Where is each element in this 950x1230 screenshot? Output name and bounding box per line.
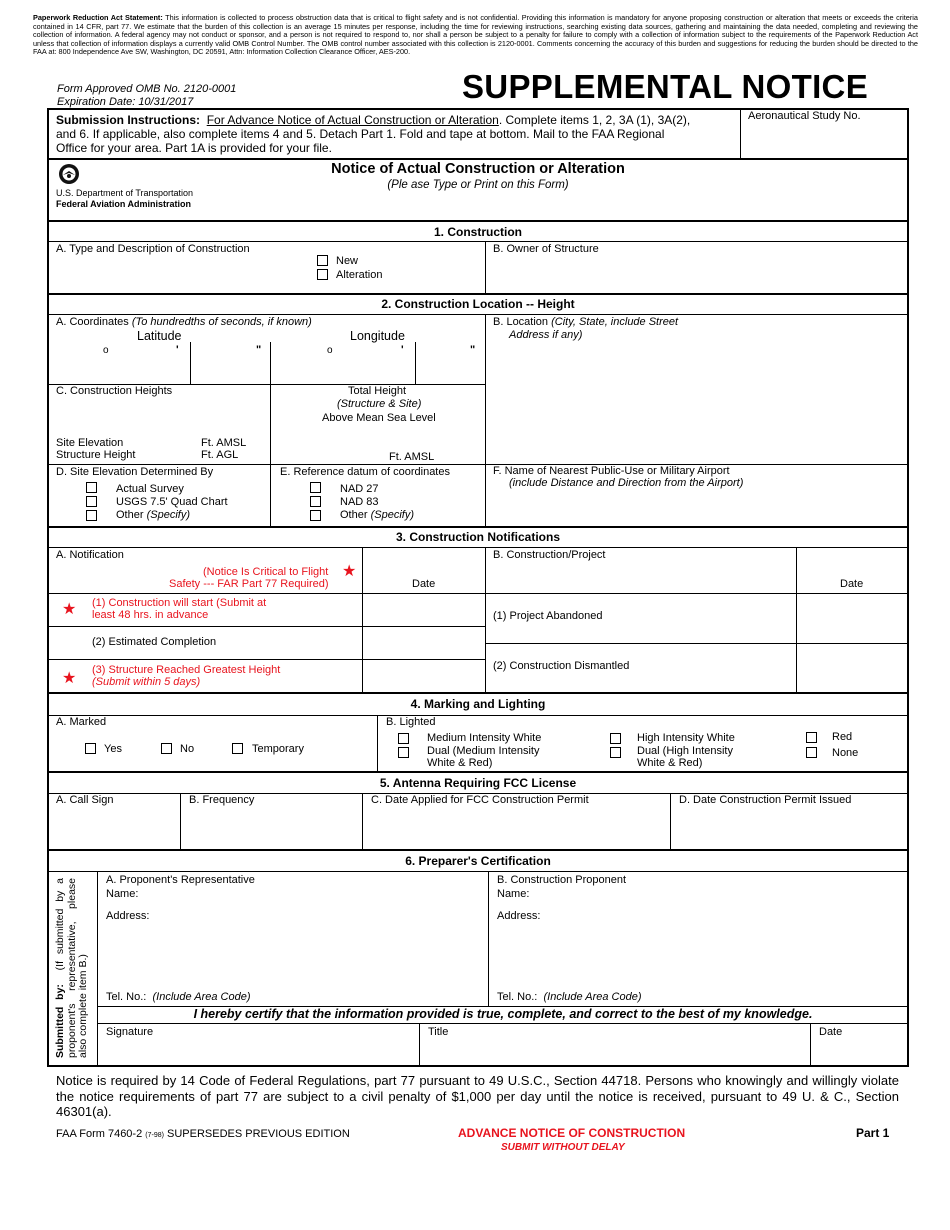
new-checkbox[interactable] bbox=[317, 255, 328, 266]
location-field[interactable] bbox=[488, 344, 906, 462]
dual-medium-label-2: White & Red) bbox=[427, 757, 493, 769]
page-title: SUPPLEMENTAL NOTICE bbox=[462, 68, 869, 105]
medium-white-label: Medium Intensity White bbox=[427, 732, 542, 744]
proponent-rep-label: A. Proponent's Representative bbox=[106, 874, 255, 886]
actual-survey-checkbox[interactable] bbox=[86, 482, 97, 493]
lat-sec-field[interactable] bbox=[192, 356, 268, 382]
lighted-label: B. Lighted bbox=[386, 716, 436, 728]
form-number: FAA Form 7460-2 (7-98) SUPERSEDES PREVIOUS EDITION bbox=[56, 1128, 350, 1140]
section-5-title: 5. Antenna Requiring FCC License bbox=[379, 776, 577, 790]
location-hint: Address if any) bbox=[509, 329, 583, 341]
notify-within-5-days: (Submit within 5 days) bbox=[92, 676, 201, 688]
expiration-date: Expiration Date: 10/31/2017 bbox=[57, 96, 194, 108]
estimated-completion-date-field[interactable] bbox=[364, 628, 483, 658]
project-abandoned-label: (1) Project Abandoned bbox=[493, 610, 603, 622]
lon-sec-field[interactable] bbox=[417, 356, 483, 382]
section-2-title: 2. Construction Location -- Height bbox=[381, 297, 575, 311]
section-1-title: 1. Construction bbox=[433, 225, 522, 239]
marked-yes-label: Yes bbox=[104, 743, 122, 755]
other-datum-label: Other (Specify) bbox=[340, 509, 414, 521]
other-datum-checkbox[interactable] bbox=[310, 510, 321, 521]
alteration-checkbox[interactable] bbox=[317, 269, 328, 280]
dual-high-checkbox[interactable] bbox=[610, 747, 621, 758]
section-6-title: 6. Preparer's Certification bbox=[405, 854, 551, 868]
structure-height-label: Structure Height bbox=[56, 449, 136, 461]
submit-without-delay: SUBMIT WITHOUT DELAY bbox=[501, 1142, 625, 1153]
owner-label: B. Owner of Structure bbox=[493, 243, 599, 255]
structure-site-label: (Structure & Site) bbox=[337, 398, 422, 410]
high-white-checkbox[interactable] bbox=[610, 733, 621, 744]
total-height-label: Total Height bbox=[348, 385, 407, 397]
notification-label: A. Notification bbox=[56, 549, 124, 561]
date-header-a: Date bbox=[412, 578, 436, 590]
usgs-quad-label: USGS 7.5' Quad Chart bbox=[116, 496, 228, 508]
dual-high-label: Dual (High Intensity bbox=[637, 745, 733, 757]
rep-name-field[interactable] bbox=[142, 886, 477, 902]
red-light-label: Red bbox=[832, 731, 853, 743]
part-label: Part 1 bbox=[856, 1126, 890, 1140]
above-msl-label: Above Mean Sea Level bbox=[322, 412, 436, 424]
marked-temporary-label: Temporary bbox=[252, 743, 304, 755]
notice-subtitle: (Ple ase Type or Print on this Form) bbox=[387, 179, 569, 191]
alteration-label: Alteration bbox=[336, 269, 383, 281]
no-light-label: None bbox=[832, 747, 859, 759]
lat-sec-symbol: " bbox=[256, 344, 262, 356]
frequency-field[interactable] bbox=[183, 809, 360, 847]
critical-star-icon: ★ bbox=[342, 563, 357, 580]
critical-notice-1: (Notice Is Critical to Flight bbox=[203, 566, 329, 578]
lat-deg-symbol: o bbox=[103, 345, 109, 356]
call-sign-field[interactable] bbox=[50, 809, 178, 847]
proponent-name-label: Name: bbox=[497, 888, 530, 900]
proponent-tel-label: Tel. No.: (Include Area Code) bbox=[497, 991, 642, 1003]
form-approved: Form Approved OMB No. 2120-0001 bbox=[57, 83, 237, 95]
site-elevation-determined-label: D. Site Elevation Determined By bbox=[56, 466, 214, 478]
rep-address-field[interactable] bbox=[152, 908, 477, 988]
marked-no-label: No bbox=[180, 743, 195, 755]
dual-medium-label: Dual (Medium Intensity bbox=[427, 745, 540, 757]
construction-heights-label: C. Construction Heights bbox=[56, 385, 173, 397]
submitted-by-note: Submitted by: (If submitted by a proponent's representative, please also complete item B.) bbox=[54, 878, 89, 1058]
abandoned-date-field[interactable] bbox=[798, 595, 906, 641]
new-label: New bbox=[336, 255, 359, 267]
nearest-airport-hint: (include Distance and Direction from the Airport) bbox=[509, 477, 744, 489]
construction-start-date-field[interactable] bbox=[364, 595, 483, 625]
paperwork-reduction-statement: Paperwork Reduction Act Statement: This information is collected to process obstruction data that is critical to flight safety and is not confidential. Providing this information is mandatory for anyone proposing construction or alteration that meets or exceeds the criteria contained in 14 CFR, part 77. We estimate that the burden of this collection is an average 15 minutes per response, including the time for reviewing instructions, searching existing data sources, gathering and maintaining the data needed, completing and reviewing the collection of information. A federal agency may not conduct or sponsor, and a person is not required to respond to, nor shall a person be subject to a penalty for failure to comply with a collection of information subject to the requirements of the Paperwork Reduction Act unless that collection of information displays a currently valid OMB Control Number. The OMB control number associated with this collection is 2120-0001. Comments concerning the accuracy of this burden and suggestions for reducing the burden should be directed to the FAA at: 800 Independence Ave SW, Washington, DC 20591, Attn: Information Collection Clearance Officer, AES-200. bbox=[33, 13, 918, 57]
site-elevation-field[interactable] bbox=[140, 435, 198, 461]
longitude-label: Longitude bbox=[350, 329, 405, 343]
proponent-name-field[interactable] bbox=[533, 886, 903, 902]
lon-min-symbol: ' bbox=[401, 344, 404, 356]
notify-construction-start-2: least 48 hrs. in advance bbox=[92, 609, 209, 621]
dept-of-transportation: U.S. Department of Transportation bbox=[56, 188, 194, 198]
certification-statement: I hereby certify that the information provided is true, complete, and correct to the best of my knowledge. bbox=[193, 1007, 813, 1021]
ft-amsl-unit: Ft. AMSL bbox=[201, 437, 247, 449]
notice-title: Notice of Actual Construction or Alteration bbox=[331, 161, 625, 177]
permit-issued-label: D. Date Construction Permit Issued bbox=[679, 794, 852, 806]
construction-proponent-label: B. Construction Proponent bbox=[497, 874, 627, 886]
dismantled-date-field[interactable] bbox=[798, 645, 906, 691]
lon-deg-min-field[interactable] bbox=[272, 356, 413, 382]
estimated-completion-label: (2) Estimated Completion bbox=[92, 636, 217, 648]
greatest-height-date-field[interactable] bbox=[364, 661, 483, 691]
rep-address-label: Address: bbox=[106, 910, 150, 922]
rep-tel-label: Tel. No.: (Include Area Code) bbox=[106, 991, 251, 1003]
dual-medium-checkbox[interactable] bbox=[398, 747, 409, 758]
aeronautical-study-field[interactable] bbox=[741, 124, 907, 158]
lat-deg-min-field[interactable] bbox=[56, 356, 188, 382]
certification-date-field[interactable] bbox=[813, 1040, 906, 1064]
notify-greatest-height: (3) Structure Reached Greatest Height bbox=[92, 664, 281, 676]
signature-field[interactable] bbox=[100, 1040, 416, 1064]
marked-label: A. Marked bbox=[56, 716, 107, 728]
section-3-title: 3. Construction Notifications bbox=[395, 530, 560, 544]
critical-notice-2: Safety --- FAR Part 77 Required) bbox=[169, 578, 329, 590]
height-star-icon: ★ bbox=[62, 670, 77, 687]
ft-agl-unit: Ft. AGL bbox=[201, 449, 239, 461]
omb-info bbox=[57, 83, 236, 109]
no-light-checkbox[interactable] bbox=[806, 747, 817, 758]
title-label: Title bbox=[428, 1026, 449, 1038]
signature-label: Signature bbox=[106, 1026, 154, 1038]
other-survey-label: Other (Specify) bbox=[116, 509, 190, 521]
advance-notice: ADVANCE NOTICE OF CONSTRUCTION bbox=[458, 1126, 686, 1140]
legal-notice: Notice is required by 14 Code of Federal Regulations, part 77 pursuant to 49 U.S.C., Section 44718. Persons who knowingly and willingly violate the notice requirements of part 77 are subject to a civil penalty of $1,000 per day until the notice is received, pursuant to 49 U. & C., Section 46301(a). bbox=[56, 1073, 899, 1119]
section-4-title: 4. Marking and Lighting bbox=[410, 697, 546, 711]
actual-survey-label: Actual Survey bbox=[116, 483, 184, 495]
permit-issued-field[interactable] bbox=[673, 809, 906, 847]
lat-min-symbol: ' bbox=[176, 344, 179, 356]
total-height-field[interactable] bbox=[276, 430, 386, 460]
usgs-quad-checkbox[interactable] bbox=[86, 496, 97, 507]
construction-dismantled-label: (2) Construction Dismantled bbox=[493, 660, 630, 672]
marked-yes-checkbox[interactable] bbox=[85, 743, 96, 754]
total-ft-amsl-unit: Ft. AMSL bbox=[389, 451, 435, 463]
fcc-applied-label: C. Date Applied for FCC Construction Permit bbox=[371, 794, 589, 806]
date-header-b: Date bbox=[840, 578, 864, 590]
call-sign-label: A. Call Sign bbox=[56, 794, 114, 806]
construction-project-label: B. Construction/Project bbox=[493, 549, 606, 561]
nearest-airport-label: F. Name of Nearest Public-Use or Military Airport bbox=[493, 465, 730, 477]
proponent-address-label: Address: bbox=[497, 910, 541, 922]
aeronautical-study-label: Aeronautical Study No. bbox=[748, 110, 861, 122]
nad83-checkbox[interactable] bbox=[310, 496, 321, 507]
coordinates-label: A. Coordinates (To hundredths of seconds, if known) bbox=[56, 316, 312, 328]
type-description-label: A. Type and Description of Construction bbox=[56, 243, 250, 255]
marked-temporary-checkbox[interactable] bbox=[232, 743, 243, 754]
submission-instructions: Submission Instructions: For Advance Notice of Actual Construction or Alteration. Complete items 1, 2, 3A (1), 3A(2), bbox=[56, 113, 691, 127]
notify-construction-start-1: (1) Construction will start (Submit at bbox=[92, 597, 267, 609]
latitude-label: Latitude bbox=[137, 329, 182, 343]
date-label: Date bbox=[819, 1026, 843, 1038]
location-label: B. Location (City, State, include Street bbox=[493, 316, 679, 328]
start-star-icon: ★ bbox=[62, 601, 77, 618]
owner-field[interactable] bbox=[486, 257, 906, 292]
nad83-label: NAD 83 bbox=[340, 496, 379, 508]
lon-deg-symbol: o bbox=[327, 345, 333, 356]
marked-no-checkbox[interactable] bbox=[161, 743, 172, 754]
lon-sec-symbol: " bbox=[470, 344, 476, 356]
nad27-checkbox[interactable] bbox=[310, 482, 321, 493]
site-elevation-label: Site Elevation bbox=[56, 437, 124, 449]
instructions-line2: and 6. If applicable, also complete items 4 and 5. Detach Part 1. Fold and tape at bottom. Mail to the FAA Regional bbox=[56, 127, 665, 141]
instructions-line3: Office for your area. Part 1A is provided for your file. bbox=[56, 141, 332, 155]
nad27-label: NAD 27 bbox=[340, 483, 379, 495]
reference-datum-label: E. Reference datum of coordinates bbox=[280, 466, 450, 478]
title-field[interactable] bbox=[422, 1040, 807, 1064]
medium-white-checkbox[interactable] bbox=[398, 733, 409, 744]
other-survey-checkbox[interactable] bbox=[86, 510, 97, 521]
fcc-applied-field[interactable] bbox=[365, 809, 668, 847]
dual-high-label-2: White & Red) bbox=[637, 757, 703, 769]
red-light-checkbox[interactable] bbox=[806, 732, 817, 743]
nearest-airport-field[interactable] bbox=[488, 491, 906, 524]
rep-name-label: Name: bbox=[106, 888, 139, 900]
faa-name: Federal Aviation Administration bbox=[56, 199, 192, 209]
frequency-label: B. Frequency bbox=[189, 794, 255, 806]
high-white-label: High Intensity White bbox=[637, 732, 735, 744]
proponent-address-field[interactable] bbox=[543, 908, 903, 988]
